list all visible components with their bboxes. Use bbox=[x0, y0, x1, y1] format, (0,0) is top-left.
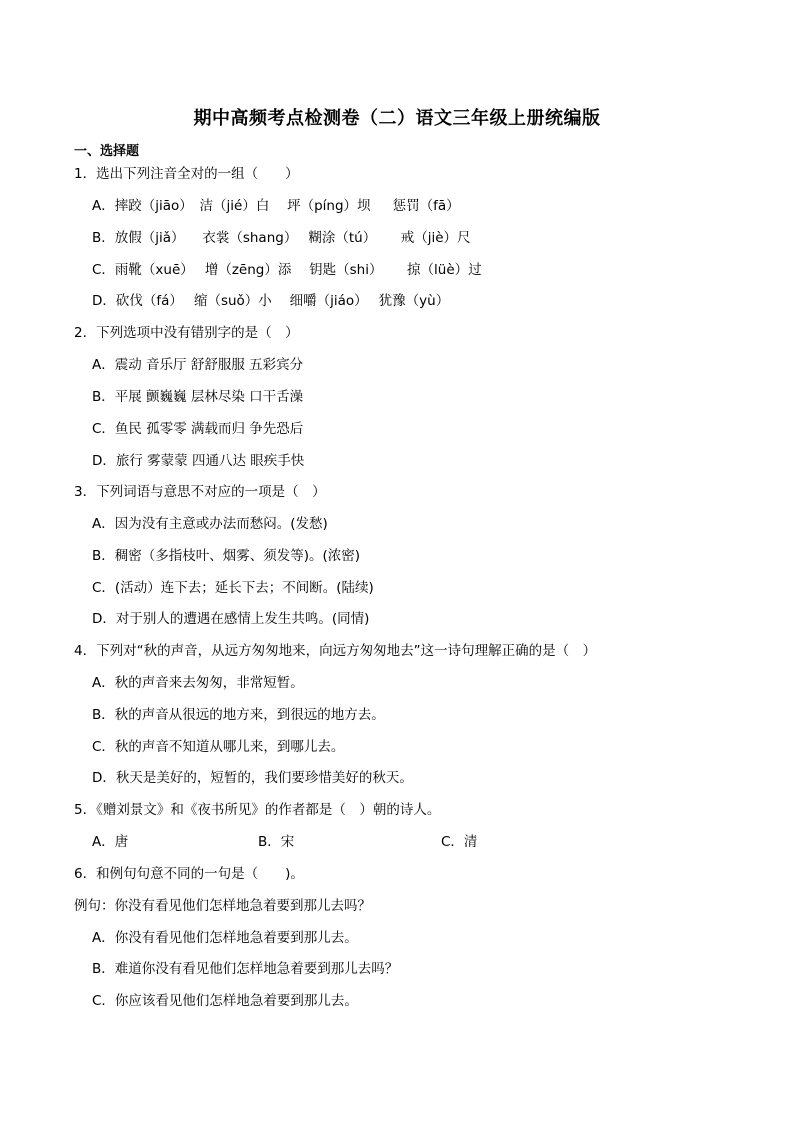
question-3-option-c: C．(活动）连下去；延长下去；不间断。(陆续) bbox=[92, 580, 374, 596]
question-4-option-b: B．秋的声音从很远的地方来，到很远的地方去。 bbox=[92, 707, 385, 723]
question-5-option-a: A．唐 bbox=[92, 834, 129, 850]
question-6-option-a: A．你没有看见他们怎样地急着要到那儿去。 bbox=[92, 930, 358, 946]
question-6-option-b: B．难道你没有看见他们怎样地急着要到那儿去吗？ bbox=[92, 961, 399, 977]
question-1-option-b: B．放假（jiǎ） 衣裳（shang） 糊涂（tú） 戒（jiè）尺 bbox=[92, 230, 471, 246]
question-5-option-c: C．清 bbox=[441, 834, 478, 850]
question-1-option-a: A．摔跤（jiāo） 洁（jié）白 坪（píng）坝 惩罚（fā） bbox=[92, 198, 460, 214]
question-4-option-d: D．秋天是美好的，短暂的，我们要珍惜美好的秋天。 bbox=[92, 770, 413, 786]
question-2-option-c: C．鱼民 孤零零 满载而归 争先恐后 bbox=[92, 421, 304, 437]
question-4-option-c: C．秋的声音不知道从哪儿来，到哪儿去。 bbox=[92, 739, 345, 755]
question-4-stem: 4．下列对“秋的声音，从远方匆匆地来，向远方匆匆地去”这一诗句理解正确的是（ ） bbox=[74, 643, 597, 659]
question-3-stem: 3．下列词语与意思不对应的一项是（ ） bbox=[74, 484, 326, 500]
question-3-option-a: A．因为没有主意或办法而愁闷。(发愁) bbox=[92, 516, 328, 532]
question-2-option-a: A．震动 音乐厅 舒舒服服 五彩宾分 bbox=[92, 357, 304, 373]
question-1-option-d: D．砍伐（fá） 缩（suǒ）小 细嚼（jiáo） 犹豫（yù） bbox=[92, 293, 450, 309]
section-heading: 一、选择题 bbox=[74, 144, 140, 159]
question-5-option-b: B．宋 bbox=[258, 834, 295, 850]
question-6-option-c: C．你应该看见他们怎样地急着要到那儿去。 bbox=[92, 993, 358, 1009]
question-2-option-d: D．旅行 雾蒙蒙 四通八达 眼疾手快 bbox=[92, 453, 305, 469]
question-1-option-c: C．雨靴（xuē） 增（zēng）添 钥匙（shi） 掠（lüè）过 bbox=[92, 262, 482, 278]
question-2-option-b: B．平展 颤巍巍 层林尽染 口干舌澡 bbox=[92, 389, 304, 405]
question-3-option-b: B．稠密（多指枝叶、烟雾、须发等)。(浓密) bbox=[92, 548, 361, 564]
question-6-example: 例句：你没有看见他们怎样地急着要到那儿去吗？ bbox=[74, 898, 371, 914]
question-4-option-a: A．秋的声音来去匆匆，非常短暂。 bbox=[92, 675, 304, 691]
question-1-stem: 1．选出下列注音全对的一组（ ） bbox=[74, 166, 299, 182]
page-title: 期中高频考点检测卷（二）语文三年级上册统编版 bbox=[193, 108, 601, 129]
question-3-option-d: D．对于别人的遭遇在感情上发生共鸣。(同情) bbox=[92, 611, 370, 627]
question-5-stem: 5．《赠刘景文》和《夜书所见》的作者都是（ ）朝的诗人。 bbox=[74, 802, 441, 818]
question-6-stem: 6．和例句句意不同的一句是（ )。 bbox=[74, 866, 304, 882]
question-2-stem: 2．下列选项中没有错别字的是（ ） bbox=[74, 325, 299, 341]
